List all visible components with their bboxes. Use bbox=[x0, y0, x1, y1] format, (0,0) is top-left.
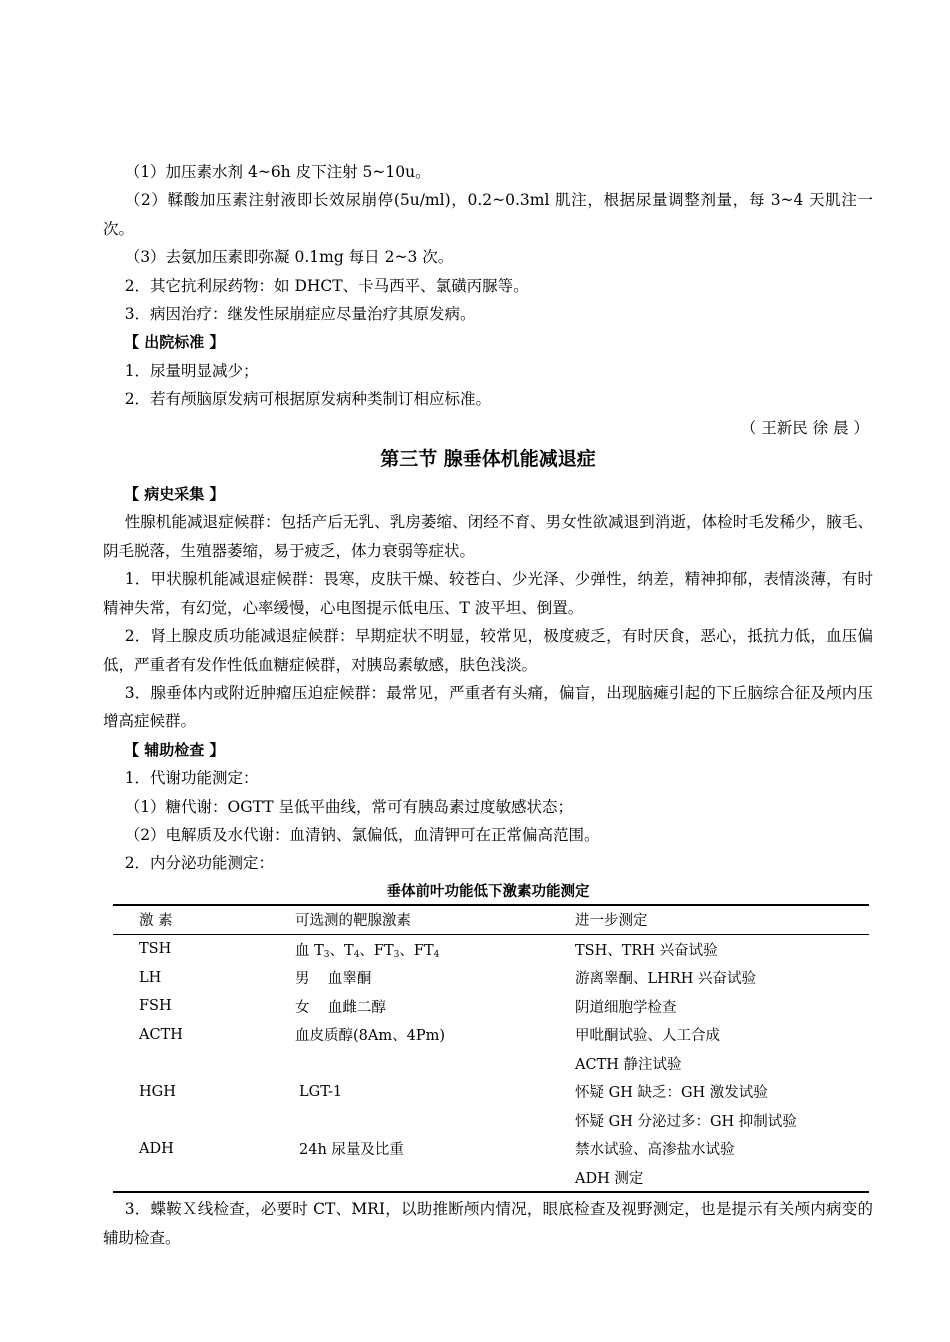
aux-item-1-1: （1）糖代谢：OGTT 呈低平曲线，常可有胰岛素过度敏感状态； bbox=[124, 797, 574, 816]
cell-hormone bbox=[113, 1106, 285, 1135]
table-row bbox=[113, 934, 869, 963]
table-row bbox=[113, 992, 869, 1021]
treatment-item-3: 3．病因治疗：继发性尿崩症应尽量治疗其原发病。 bbox=[124, 305, 476, 324]
cell-target: 女 血雌二醇 bbox=[295, 999, 386, 1016]
cell-hormone bbox=[113, 1163, 285, 1193]
table-row bbox=[113, 1049, 869, 1078]
table-row bbox=[113, 1106, 869, 1135]
cell-further: 甲吡酮试验、人工合成 bbox=[575, 1028, 720, 1044]
table-row bbox=[113, 963, 869, 992]
tsh-sub-3: 3 bbox=[393, 949, 400, 960]
cell-target: 血皮质醇(8Am、4Pm) bbox=[295, 1028, 445, 1044]
tsh-sub-2: 4 bbox=[353, 949, 360, 960]
cell-target bbox=[285, 1106, 575, 1135]
table-title: 垂体前叶功能低下激素功能测定 bbox=[386, 883, 590, 900]
tsh-target-pre: 血 T bbox=[295, 942, 324, 959]
aux-heading: 【 辅助检查 】 bbox=[124, 740, 225, 759]
table-header-row bbox=[113, 905, 869, 935]
cell-further: 阴道细胞学检查 bbox=[575, 999, 677, 1016]
cell-further: 怀疑 GH 分泌过多：GH 抑制试验 bbox=[575, 1113, 797, 1130]
table-row bbox=[113, 1134, 869, 1163]
cell-hormone: HGH bbox=[139, 1083, 176, 1100]
cell-further: ACTH 静注试验 bbox=[575, 1056, 682, 1073]
authors: （ 王新民 徐 晨 ） bbox=[740, 418, 869, 437]
cell-further: TSH、TRH 兴奋试验 bbox=[575, 942, 718, 959]
treatment-item-2: 2．其它抗利尿药物：如 DHCT、卡马西平、氯磺丙脲等。 bbox=[124, 276, 529, 295]
history-paragraph-2: 1．甲状腺机能减退症候群：畏寒，皮肤干燥、较苍白、少光泽、少弹性，纳差，精神抑郁，表情淡薄，有时精神失常，有幻觉，心率缓慢，心电图提示低电压、T 波平坦、倒置。 bbox=[103, 570, 873, 617]
history-paragraph-3: 2．肾上腺皮质功能减退症候群：早期症状不明显，较常见，极度疲乏，有时厌食，恶心，抵抗力低，血压偏低，严重者有发作性低血糖症候群，对胰岛素敏感，肤色浅淡。 bbox=[103, 627, 873, 674]
cell-hormone bbox=[113, 1049, 285, 1078]
history-paragraph-4: 3．腺垂体内或附近肿瘤压迫症候群：最常见，严重者有头痛，偏盲，出现脑瘫引起的下丘脑综合征及颅内压增高症候群。 bbox=[103, 683, 873, 731]
hormone-table bbox=[113, 904, 869, 1194]
cell-further: 怀疑 GH 缺乏：GH 激发试验 bbox=[575, 1085, 768, 1101]
treatment-item-1-2: （2）鞣酸加压素注射液即长效尿崩停(5u/ml)，0.2~0.3ml 肌注，根据尿量调整剂量，每 3~4 天肌注一次。 bbox=[103, 191, 873, 238]
cell-further: ADH 测定 bbox=[575, 1170, 644, 1187]
aux-item-1: 1．代谢功能测定： bbox=[124, 769, 259, 788]
discharge-item-2: 2．若有颅脑原发病可根据原发病种类制订相应标准。 bbox=[124, 390, 492, 409]
cell-further: 游离睾酮、LHRH 兴奋试验 bbox=[575, 971, 756, 987]
cell-hormone: ADH bbox=[139, 1140, 174, 1157]
discharge-item-1: 1．尿量明显减少； bbox=[124, 361, 259, 380]
header-target: 可选测的靶腺激素 bbox=[295, 913, 411, 930]
treatment-item-1-1: （1）加压素水剂 4~6h 皮下注射 5~10u。 bbox=[124, 163, 431, 181]
tsh-target-part-2: 、FT bbox=[359, 942, 394, 959]
section-title: 第三节 腺垂体机能减退症 bbox=[380, 448, 596, 471]
cell-target bbox=[285, 1049, 575, 1078]
discharge-heading: 【 出院标准 】 bbox=[124, 333, 225, 352]
tsh-sub-1: 3 bbox=[323, 949, 330, 960]
table-row bbox=[113, 1077, 869, 1106]
document-page bbox=[103, 158, 873, 1252]
cell-target: 24h 尿量及比重 bbox=[299, 1142, 404, 1158]
tsh-sub-4: 4 bbox=[433, 949, 440, 960]
cell-target: 男 血睾酮 bbox=[295, 971, 372, 987]
aux-item-2: 2．内分泌功能测定： bbox=[124, 854, 275, 873]
aux-item-3: 3．蝶鞍Ｘ线检查，必要时 CT、MRI，以助推断颅内情况，眼底检查及视野测定，也是提示有关颅内病变的辅助检查。 bbox=[103, 1200, 873, 1247]
cell-hormone: ACTH bbox=[139, 1026, 183, 1043]
header-further: 进一步测定 bbox=[575, 913, 648, 930]
cell-further: 禁水试验、高渗盐水试验 bbox=[575, 1142, 735, 1158]
history-paragraph-1: 性腺机能减退症候群：包括产后无乳、乳房萎缩、闭经不育、男女性欲减退到消逝，体检时毛发稀少，腋毛、阴毛脱落，生殖器萎缩，易于疲乏，体力衰弱等症状。 bbox=[103, 513, 873, 560]
header-hormone: 激 素 bbox=[139, 913, 173, 930]
cell-hormone: TSH bbox=[139, 941, 172, 957]
aux-item-1-2: （2）电解质及水代谢：血清钠、氯偏低，血清钾可在正常偏高范围。 bbox=[124, 825, 600, 844]
table-row bbox=[113, 1163, 869, 1193]
cell-target bbox=[285, 1163, 575, 1193]
cell-target bbox=[285, 934, 575, 963]
cell-hormone: LH bbox=[139, 969, 162, 986]
treatment-item-1-3: （3）去氨加压素即弥凝 0.1mg 每日 2~3 次。 bbox=[124, 248, 454, 267]
history-heading: 【 病史采集 】 bbox=[124, 485, 225, 504]
table-row bbox=[113, 1020, 869, 1049]
cell-target: LGT-1 bbox=[299, 1083, 343, 1100]
tsh-target-part-3: 、FT bbox=[399, 942, 434, 959]
tsh-target-part-1: 、T bbox=[329, 942, 354, 959]
cell-hormone: FSH bbox=[139, 998, 172, 1014]
